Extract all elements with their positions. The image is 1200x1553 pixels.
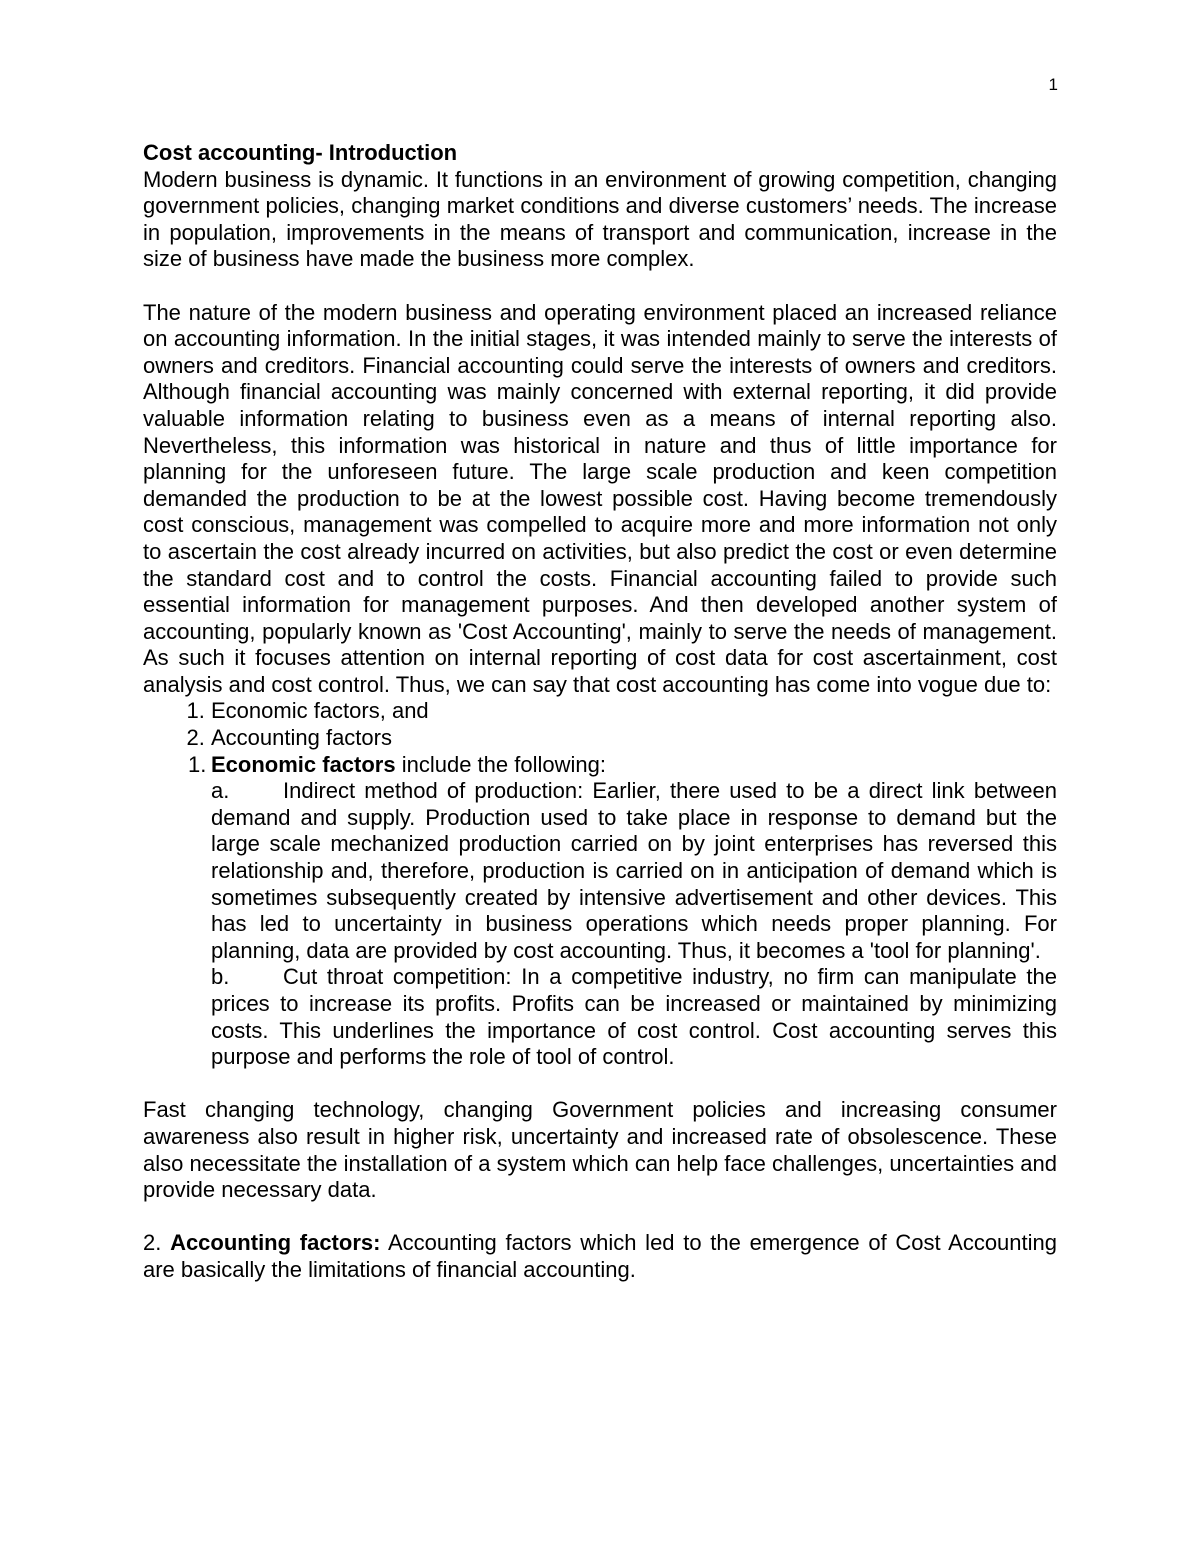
economic-factors-number: 1. bbox=[188, 751, 207, 777]
economic-factors-heading-rest: include the following: bbox=[395, 751, 606, 777]
document-title: Cost accounting- Introduction bbox=[143, 140, 458, 165]
factors-list bbox=[143, 698, 1057, 751]
technology-paragraph: Fast changing technology, changing Government policies and increasing consumer awareness also result in higher risk, uncertainty and increased rate of obsolescence. These also necessitate the installation of a system which can help face challenges, uncertainties and provide necessary data. bbox=[143, 1097, 1057, 1203]
paragraph-spacer bbox=[143, 1071, 1057, 1098]
factors-list-item: 2. Accounting factors bbox=[211, 725, 1057, 752]
factors-list-item: 1. Economic factors, and bbox=[211, 698, 1057, 725]
accounting-factors-heading: Accounting factors: bbox=[170, 1230, 381, 1256]
paragraph-spacer bbox=[143, 273, 1057, 300]
economic-factor-item bbox=[211, 778, 1057, 964]
economic-factors-heading-line bbox=[211, 752, 1057, 779]
economic-factors-section bbox=[143, 752, 1057, 1071]
economic-factors-heading: Economic factors bbox=[211, 751, 396, 777]
economic-factor-text: Cut throat competition: In a competitive industry, no firm can manipulate the prices to increase its profits. Profits can be increased or maintained by minimizing costs. This underlines the importance of cost control. Cost accounting serves this purpose and performs the role of tool of control. bbox=[211, 964, 1057, 1070]
economic-factor-label: a. bbox=[211, 778, 230, 804]
economic-factor-item bbox=[211, 964, 1057, 1070]
paragraph-spacer bbox=[143, 1204, 1057, 1231]
economic-factor-label: b. bbox=[211, 964, 230, 990]
intro-paragraph: Modern business is dynamic. It functions in an environment of growing competition, changing government policies, changing market conditions and diverse customers’ needs. The increase in population, improvements in the means of transport and communication, increase in the size of business have made the business more complex. bbox=[143, 166, 1057, 272]
page-number: 1 bbox=[1048, 75, 1058, 94]
accounting-factors-text: Accounting factors which led to the emergence of Cost Accounting are basically the limitations of financial accounting. bbox=[143, 1230, 1057, 1282]
economic-factor-text: Indirect method of production: Earlier, there used to be a direct link between demand and supply. Production used to take place in response to demand but the large scale mechanized production carried on by joint enterprises has reversed this relationship and, therefore, production is carried on in anticipation of demand which is sometimes subsequently created by intensive advertisement and other devices. This has led to uncertainty in business operations which needs proper planning. For planning, data are provided by cost accounting. Thus, it becomes a 'tool for planning'. bbox=[211, 778, 1057, 963]
accounting-factors-paragraph bbox=[143, 1230, 1057, 1283]
main-paragraph: The nature of the modern business and operating environment placed an increased reliance on accounting information. In the initial stages, it was intended mainly to serve the interests of owners and creditors. Financial accounting could serve the interests of owners and creditors. Although financial accounting was mainly concerned with external reporting, it did provide valuable information relating to business even as a means of internal reporting also. Nevertheless, this information was historical in nature and thus of little importance for planning for the unforeseen future. The large scale production and keen competition demanded the production to be at the lowest possible cost. Having become tremendously cost conscious, management was compelled to acquire more and more information not only to ascertain the cost already incurred on activities, but also predict the cost or even determine the standard cost and to control the costs. Financial accounting failed to provide such essential information for management purposes. And then developed another system of accounting, popularly known as 'Cost Accounting', mainly to serve the needs of management. As such it focuses attention on internal reporting of cost data for cost ascertainment, cost analysis and cost control. Thus, we can say that cost accounting has come into vogue due to: bbox=[143, 299, 1057, 697]
accounting-factors-number: 2. bbox=[143, 1230, 171, 1256]
document-body bbox=[143, 140, 1057, 1284]
